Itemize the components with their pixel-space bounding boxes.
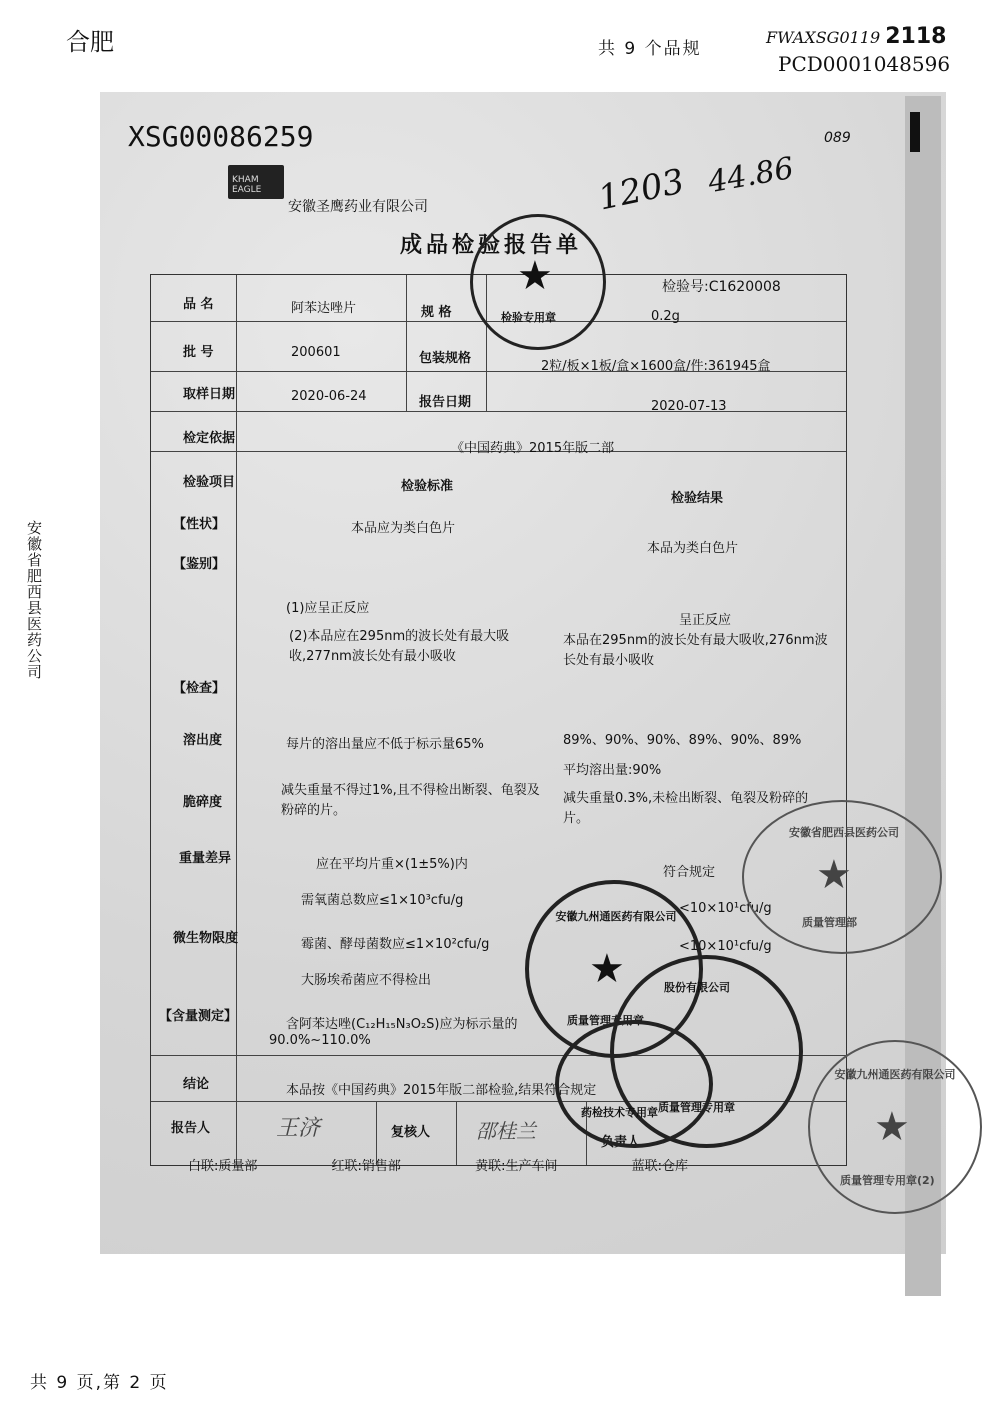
company-logo xyxy=(228,165,284,199)
company-name: 安徽圣鹰药业有限公司 xyxy=(288,199,428,215)
county-pharma-stamp xyxy=(742,800,942,954)
appearance-label: 【性状】 xyxy=(173,517,226,532)
identification-label: 【鉴别】 xyxy=(173,557,226,572)
inspection-number: 检验号:C1620008 xyxy=(662,279,781,295)
scan-mark xyxy=(910,112,920,152)
report-title: 成品检验报告单 xyxy=(400,233,583,258)
code-number: 2118 xyxy=(885,24,947,49)
reporter-label: 报告人 xyxy=(171,1121,211,1136)
dissolution-result-1: 89%、90%、90%、89%、90%、89% xyxy=(563,733,802,748)
micro-result-1: <10×10¹cfu/g xyxy=(679,901,772,916)
stamp-star-icon: ★ xyxy=(589,946,625,992)
name-label: 品 名 xyxy=(183,297,214,312)
batch-value: 200601 xyxy=(291,345,341,360)
code-number-1 xyxy=(766,24,946,49)
drug-inspection-stamp-text: 药检技术专用章 xyxy=(581,1106,658,1119)
items-header-result: 检验结果 xyxy=(671,491,724,506)
copy-yellow: 黄联:生产车间 xyxy=(475,1159,558,1174)
reviewer-signature: 邵桂兰 xyxy=(476,1119,536,1143)
page-footer: 共 9 页,第 2 页 xyxy=(30,1373,169,1393)
dissolution-label: 溶出度 xyxy=(183,733,223,748)
micro-result-2: <10×10¹cfu/g xyxy=(679,939,772,954)
weight-variation-label: 重量差异 xyxy=(179,851,232,866)
sample-date-value: 2020-06-24 xyxy=(291,389,367,404)
pack-value: 2粒/板×1板/盒×1600盒/件:361945盒 xyxy=(541,359,771,374)
appearance-standard: 本品应为类白色片 xyxy=(351,521,456,536)
assay-standard-1: 含阿苯达唑(C₁₂H₁₅N₃O₂S)应为标示量的 xyxy=(286,1017,518,1032)
product-count: 共 9 个品规 xyxy=(598,39,702,59)
report-date-value: 2020-07-13 xyxy=(651,399,727,414)
microbial-limit-label: 微生物限度 xyxy=(173,931,239,946)
dissolution-standard: 每片的溶出量应不低于标示量65% xyxy=(286,737,484,752)
appearance-result: 本品为类白色片 xyxy=(647,541,739,556)
stamp-star-icon: ★ xyxy=(517,253,553,299)
inspection-stamp xyxy=(470,214,606,350)
dissolution-result-2: 平均溶出量:90% xyxy=(563,763,662,778)
company-quality-stamp-text: 质量管理专用章 xyxy=(658,1101,735,1114)
logo-text: KHAM EAGLE xyxy=(232,175,262,195)
batch-label: 批 号 xyxy=(183,345,214,360)
city-label: 合肥 xyxy=(66,28,114,56)
stamp-star-icon: ★ xyxy=(874,1104,910,1150)
micro-standard-3: 大肠埃希菌应不得检出 xyxy=(301,973,432,988)
basis-value: 《中国药典》2015年版二部 xyxy=(451,441,615,456)
county-pharma-stamp-name: 安徽省肥西县医药公司 xyxy=(789,826,899,839)
friability-label: 脆碎度 xyxy=(183,795,223,810)
assay-standard-2: 90.0%~110.0% xyxy=(269,1033,371,1048)
approver-label: 负责人 xyxy=(601,1135,641,1150)
quality-stamp-jiuzhoutong-name: 安徽九州通医药有限公司 xyxy=(555,910,677,923)
micro-standard-1: 需氧菌总数应≤1×10³cfu/g xyxy=(301,893,464,908)
spec-value: 0.2g xyxy=(651,309,680,324)
quality-stamp-jiuzhoutong-text: 质量管理专用章 xyxy=(567,1014,644,1027)
identification-result-2: 本品在295nm的波长处有最大吸收,276nm波长处有最小吸收 xyxy=(563,633,828,668)
copy-white: 白联:质量部 xyxy=(188,1159,258,1174)
jiuzhoutong-stamp-2-text: 质量管理专用章(2) xyxy=(840,1174,935,1187)
weight-variation-result: 符合规定 xyxy=(663,865,716,880)
sample-date-label: 取样日期 xyxy=(183,387,236,402)
copy-blue: 蓝联:仓库 xyxy=(631,1159,688,1174)
handwritten-note-3: 089 xyxy=(824,130,851,146)
reviewer-label: 复核人 xyxy=(391,1125,431,1140)
copy-distribution xyxy=(188,1155,758,1174)
items-header-standard: 检验标准 xyxy=(401,479,454,494)
stamp-star-icon: ★ xyxy=(816,852,852,898)
friability-result: 减失重量0.3%,未检出断裂、龟裂及粉碎的片。 xyxy=(563,791,809,826)
drug-inspection-stamp xyxy=(555,1020,713,1148)
company-quality-stamp-name: 股份有限公司 xyxy=(664,981,730,994)
identification-result-1: 呈正反应 xyxy=(679,613,732,628)
assay-label: 【含量测定】 xyxy=(159,1009,238,1024)
friability-standard: 减失重量不得过1%,且不得检出断裂、龟裂及粉碎的片。 xyxy=(281,783,540,818)
identification-standard-1: (1)应呈正反应 xyxy=(286,601,370,616)
handwritten-note-1: 1203 xyxy=(594,161,688,219)
spec-label: 规 格 xyxy=(421,305,452,320)
jiuzhoutong-stamp-2 xyxy=(808,1040,982,1214)
conclusion-label: 结论 xyxy=(183,1077,210,1092)
check-label: 【检查】 xyxy=(173,681,226,696)
pack-label: 包装规格 xyxy=(419,351,472,366)
handwritten-note-2: 44.86 xyxy=(705,150,797,201)
code-prefix: FWAXSG0119 xyxy=(766,28,881,47)
micro-standard-2: 霉菌、酵母菌数应≤1×10²cfu/g xyxy=(301,937,490,952)
jiuzhoutong-stamp-2-name: 安徽九州通医药有限公司 xyxy=(834,1068,956,1081)
report-date-label: 报告日期 xyxy=(419,395,472,410)
conclusion-value: 本品按《中国药典》2015年版二部检验,结果符合规定 xyxy=(286,1083,597,1098)
copy-red: 红联:销售部 xyxy=(331,1159,401,1174)
name-value: 阿苯达唑片 xyxy=(291,301,357,316)
weight-variation-standard: 应在平均片重×(1±5%)内 xyxy=(316,857,468,872)
county-pharma-stamp-text: 质量管理部 xyxy=(802,916,857,929)
items-header-item: 检验项目 xyxy=(183,475,236,490)
code-number-2: PCD0001048596 xyxy=(778,52,951,76)
identification-standard-2: (2)本品应在295nm的波长处有最大吸收,277nm波长处有最小吸收 xyxy=(289,629,510,664)
side-company-text: 安徽省肥西县医药公司 xyxy=(25,520,43,680)
reporter-signature: 王济 xyxy=(276,1116,321,1141)
inspection-stamp-text: 检验专用章 xyxy=(501,311,556,324)
document-number: XSG00086259 xyxy=(128,120,314,153)
basis-label: 检定依据 xyxy=(183,431,236,446)
